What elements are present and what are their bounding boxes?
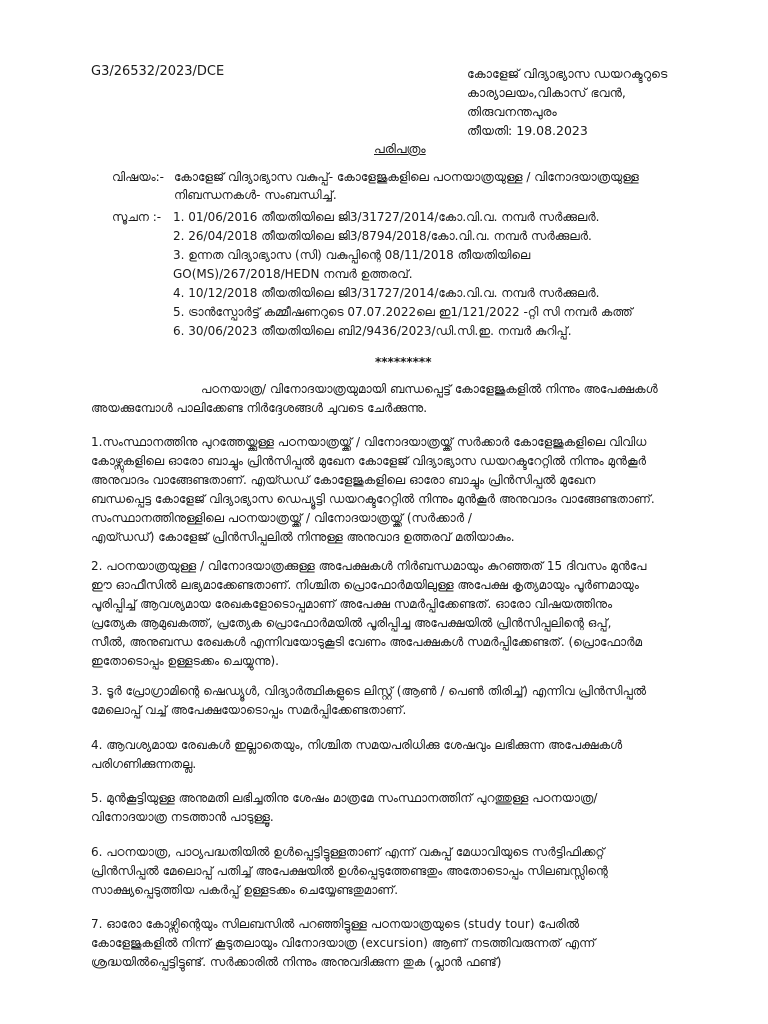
paragraph-7	[91, 915, 687, 972]
paragraph-line: വിനോദയാത്ര നടത്താൻ പാടുള്ളൂ.	[91, 810, 274, 824]
paragraph-line: 4. ആവശ്യമായ രേഖകൾ ഇല്ലാതെയും, നിശ്ചിത സമയപരിധിക്കു ശേഷവും ലഭിക്കുന്ന അപേക്ഷകൾ	[91, 738, 623, 752]
office-line-2: കാര്യാലയം,വികാസ് ഭവൻ,	[467, 85, 626, 100]
office-line-3: തിരുവനന്തപുരം	[467, 104, 557, 119]
reference-item: GO(MS)/267/2018/HEDN നമ്പർ ഉത്തരവ്.	[173, 267, 413, 281]
intro-line: അയക്കുമ്പോൾ പാലിക്കേണ്ട നിർദ്ദേശങ്ങൾ ചുവടെ ചേർക്കുന്നു.	[91, 401, 428, 415]
office-line-1: കോളേജ് വിദ്യാഭ്യാസ ഡയറക്ടറുടെ	[467, 66, 668, 81]
subject-block	[112, 168, 672, 204]
office-date: തീയതി: 19.08.2023	[467, 123, 588, 138]
paragraph-line: 2. പഠനയാത്രയുള്ള / വിനോദയാത്രക്കുള്ള അപേക്ഷകൾ നിർബന്ധമായും കുറഞ്ഞത് 15 ദിവസം മുൻപേ	[91, 559, 647, 573]
paragraph-4	[91, 736, 687, 774]
paragraph-line: പരിഗണിക്കുന്നതല്ല.	[91, 757, 197, 771]
paragraph-line: സംസ്ഥാനത്തിനുള്ളിലെ പഠനയാത്രയ്ക്ക് / വിനോദയാത്രയ്ക്ക് (സർക്കാർ /	[91, 511, 472, 525]
paragraph-line: 7. ഓരോ കോഴ്സിന്റെയും സിലബസിൽ പറഞ്ഞിട്ടുള്ള പഠനയാത്രയുടെ (study tour) പേരിൽ	[91, 917, 580, 931]
paragraph-line: പ്രിൻസിപ്പൽ മേലൊപ്പ് പതിച്ച് അപേക്ഷയിൽ ഉൾപ്പെടുത്തേണ്ടതും അതോടൊപ്പം സിലബസ്സിന്റെ	[91, 864, 608, 878]
document-title: പരിപത്രം	[374, 141, 426, 156]
paragraph-line: 5. മുൻകൂട്ടിയുള്ള അനുമതി ലഭിച്ചതിനു ശേഷം മാത്രമേ സംസ്ഥാനത്തിന് പുറത്തുള്ള പഠനയാത്ര/	[91, 791, 598, 805]
paragraph-6	[91, 843, 687, 900]
paragraph-line: കോഴ്സുകളിലെ ഓരോ ബാച്ചും പ്രിൻസിപ്പൽ മുഖേന കോളേജ് വിദ്യാഭ്യാസ ഡയറക്ടറേറ്റിൽ നിന്നും മുൻകൂർ	[91, 454, 646, 468]
paragraph-line: 3. ടൂർ പ്രോഗ്രാമിന്റെ ഷെഡ്യൂൾ, വിദ്യാർത്ഥികളുടെ ലിസ്റ്റ് (ആൺ / പെൺ തിരിച്ച്) എന്നിവ പ്രിൻസിപ്പൽ	[91, 684, 647, 698]
reference-item: 1. 01/06/2016 തീയതിയിലെ ജി3/31727/2014/കോ.വി.വ. നമ്പർ സർക്കുലർ.	[173, 210, 600, 224]
paragraph-line: 1.സംസ്ഥാനത്തിനു പുറത്തേയ്ക്കുള്ള പഠനയാത്രയ്ക്ക് / വിനോദയാത്രയ്ക്ക് സർക്കാർ കോളേജുകളിലെ വിവിധ	[91, 435, 647, 449]
intro-paragraph	[91, 380, 687, 418]
paragraph-5	[91, 789, 687, 827]
reference-item: 3. ഉന്നത വിദ്യാഭ്യാസ (സി) വകുപ്പിന്റെ 08/11/2018 തീയതിയിലെ	[173, 248, 531, 262]
paragraph-line: സാക്ഷ്യപ്പെടുത്തിയ പകർപ്പ് ഉള്ളടക്കം ചെയ്യേണ്ടതുമാണ്.	[91, 883, 399, 897]
paragraph-line: കോളേജുകളിൽ നിന്ന് കൂടുതലായും വിനോദയാത്ര (excursion) ആണ് നടത്തിവരുന്നത് എന്ന്	[91, 936, 596, 950]
paragraph-3	[91, 682, 687, 720]
subject-line-1: കോളേജ് വിദ്യാഭ്യാസ വകുപ്പ്- കോളേജുകളിലെ പഠനയാത്രയുള്ള / വിനോദയാത്രയുള്ള	[174, 170, 639, 184]
separator: *********	[375, 355, 432, 369]
paragraph-line: ഇതോടൊപ്പം ഉള്ളടക്കം ചെയ്യുന്നു).	[91, 654, 279, 668]
reference-item: 2. 26/04/2018 തീയതിയിലെ ജി3/8794/2018/കോ.വി.വ. നമ്പർ സർക്കുലർ.	[173, 229, 592, 243]
subject-line-2: നിബന്ധനകൾ- സംബന്ധിച്ച്.	[174, 188, 337, 202]
reference-number: G3/26532/2023/DCE	[91, 64, 225, 79]
intro-line: പഠനയാത്ര/ വിനോദയാത്രയുമായി ബന്ധപ്പെട്ട് കോളേജുകളിൽ നിന്നും അപേക്ഷകൾ	[201, 382, 658, 396]
reference-item: 6. 30/06/2023 തീയതിയിലെ ബി2/9436/2023/ഡി.സി.ഇ. നമ്പർ കുറിപ്പ്.	[173, 324, 572, 338]
paragraph-line: ഈ ഓഫീസിൽ ലഭ്യമാക്കേണ്ടതാണ്. നിശ്ചിത പ്രൊഫോർമയിലുള്ള അപേക്ഷ കൃത്യമായും പൂർണമായും	[91, 578, 639, 592]
paragraph-line: എയ്ഡഡ്) കോളേജ് പ്രിൻസിപ്പലിൽ നിന്നുള്ള അനുവാദ ഉത്തരവ് മതിയാകും.	[91, 530, 515, 544]
paragraph-line: 6. പഠനയാത്ര, പാഠ്യപദ്ധതിയിൽ ഉൾപ്പെട്ടിട്ടുള്ളതാണ് എന്ന് വകുപ്പ് മേധാവിയുടെ സർട്ടിഫിക്കറ്റ്	[91, 845, 605, 859]
paragraph-line: പൂരിപ്പിച്ച് ആവശ്യമായ രേഖകളോടൊപ്പമാണ് അപേക്ഷ സമർപ്പിക്കേണ്ടത്. ഓരോ വിഷയത്തിനും	[91, 597, 613, 611]
paragraph-line: അനുവാദം വാങ്ങേണ്ടതാണ്. എയ്ഡഡ് കോളേജുകളിലെ ഓരോ ബാച്ചും പ്രിൻസിപ്പൽ മുഖേന	[91, 473, 596, 487]
paragraph-line: ശ്രദ്ധയിൽപ്പെട്ടിട്ടുണ്ട്. സർക്കാരിൽ നിന്നും അനുവദിക്കുന്ന തുക (പ്ലാൻ ഫണ്ട്)	[91, 955, 502, 969]
paragraph-line: പ്രത്യേക ആമുഖകത്ത്, പ്രത്യേക പ്രൊഫോർമയിൽ പൂരിപ്പിച്ച അപേക്ഷയിൽ പ്രിൻസിപ്പലിന്റെ ഒപ്പ്,	[91, 616, 612, 630]
reference-item: 5. ട്രാൻസ്പോർട്ട് കമ്മീഷണറുടെ 07.07.2022ലെ ഇ1/121/2022 -റ്റി സി നമ്പർ കത്ത്	[173, 305, 633, 319]
paragraph-line: ബന്ധപ്പെട്ട കോളേജ് വിദ്യാഭ്യാസ ഡെപ്യൂട്ടി ഡയറക്ടറേറ്റിൽ നിന്നും മുൻകൂർ അനുവാദം വാങ്ങേണ്ടതാണ്.	[91, 492, 655, 506]
references-block	[112, 208, 712, 341]
paragraph-line: സീൽ, അനുബന്ധ രേഖകൾ എന്നിവയോടുകൂടി വേണം അപേക്ഷകൾ സമർപ്പിക്കേണ്ടത്. (പ്രൊഫോർമ	[91, 635, 643, 649]
reference-item: 4. 10/12/2018 തീയതിയിലെ ജി3/31727/2014/കോ.വി.വ. നമ്പർ സർക്കുലർ.	[173, 286, 600, 300]
paragraph-line: മേലൊപ്പ് വച്ച് അപേക്ഷയോടൊപ്പം സമർപ്പിക്കേണ്ടതാണ്.	[91, 703, 407, 717]
paragraph-1	[91, 433, 687, 547]
subject-label: വിഷയം:-	[112, 170, 164, 184]
office-address	[467, 64, 667, 140]
paragraph-2	[91, 557, 687, 671]
references-label: സൂചന :-	[112, 210, 162, 224]
